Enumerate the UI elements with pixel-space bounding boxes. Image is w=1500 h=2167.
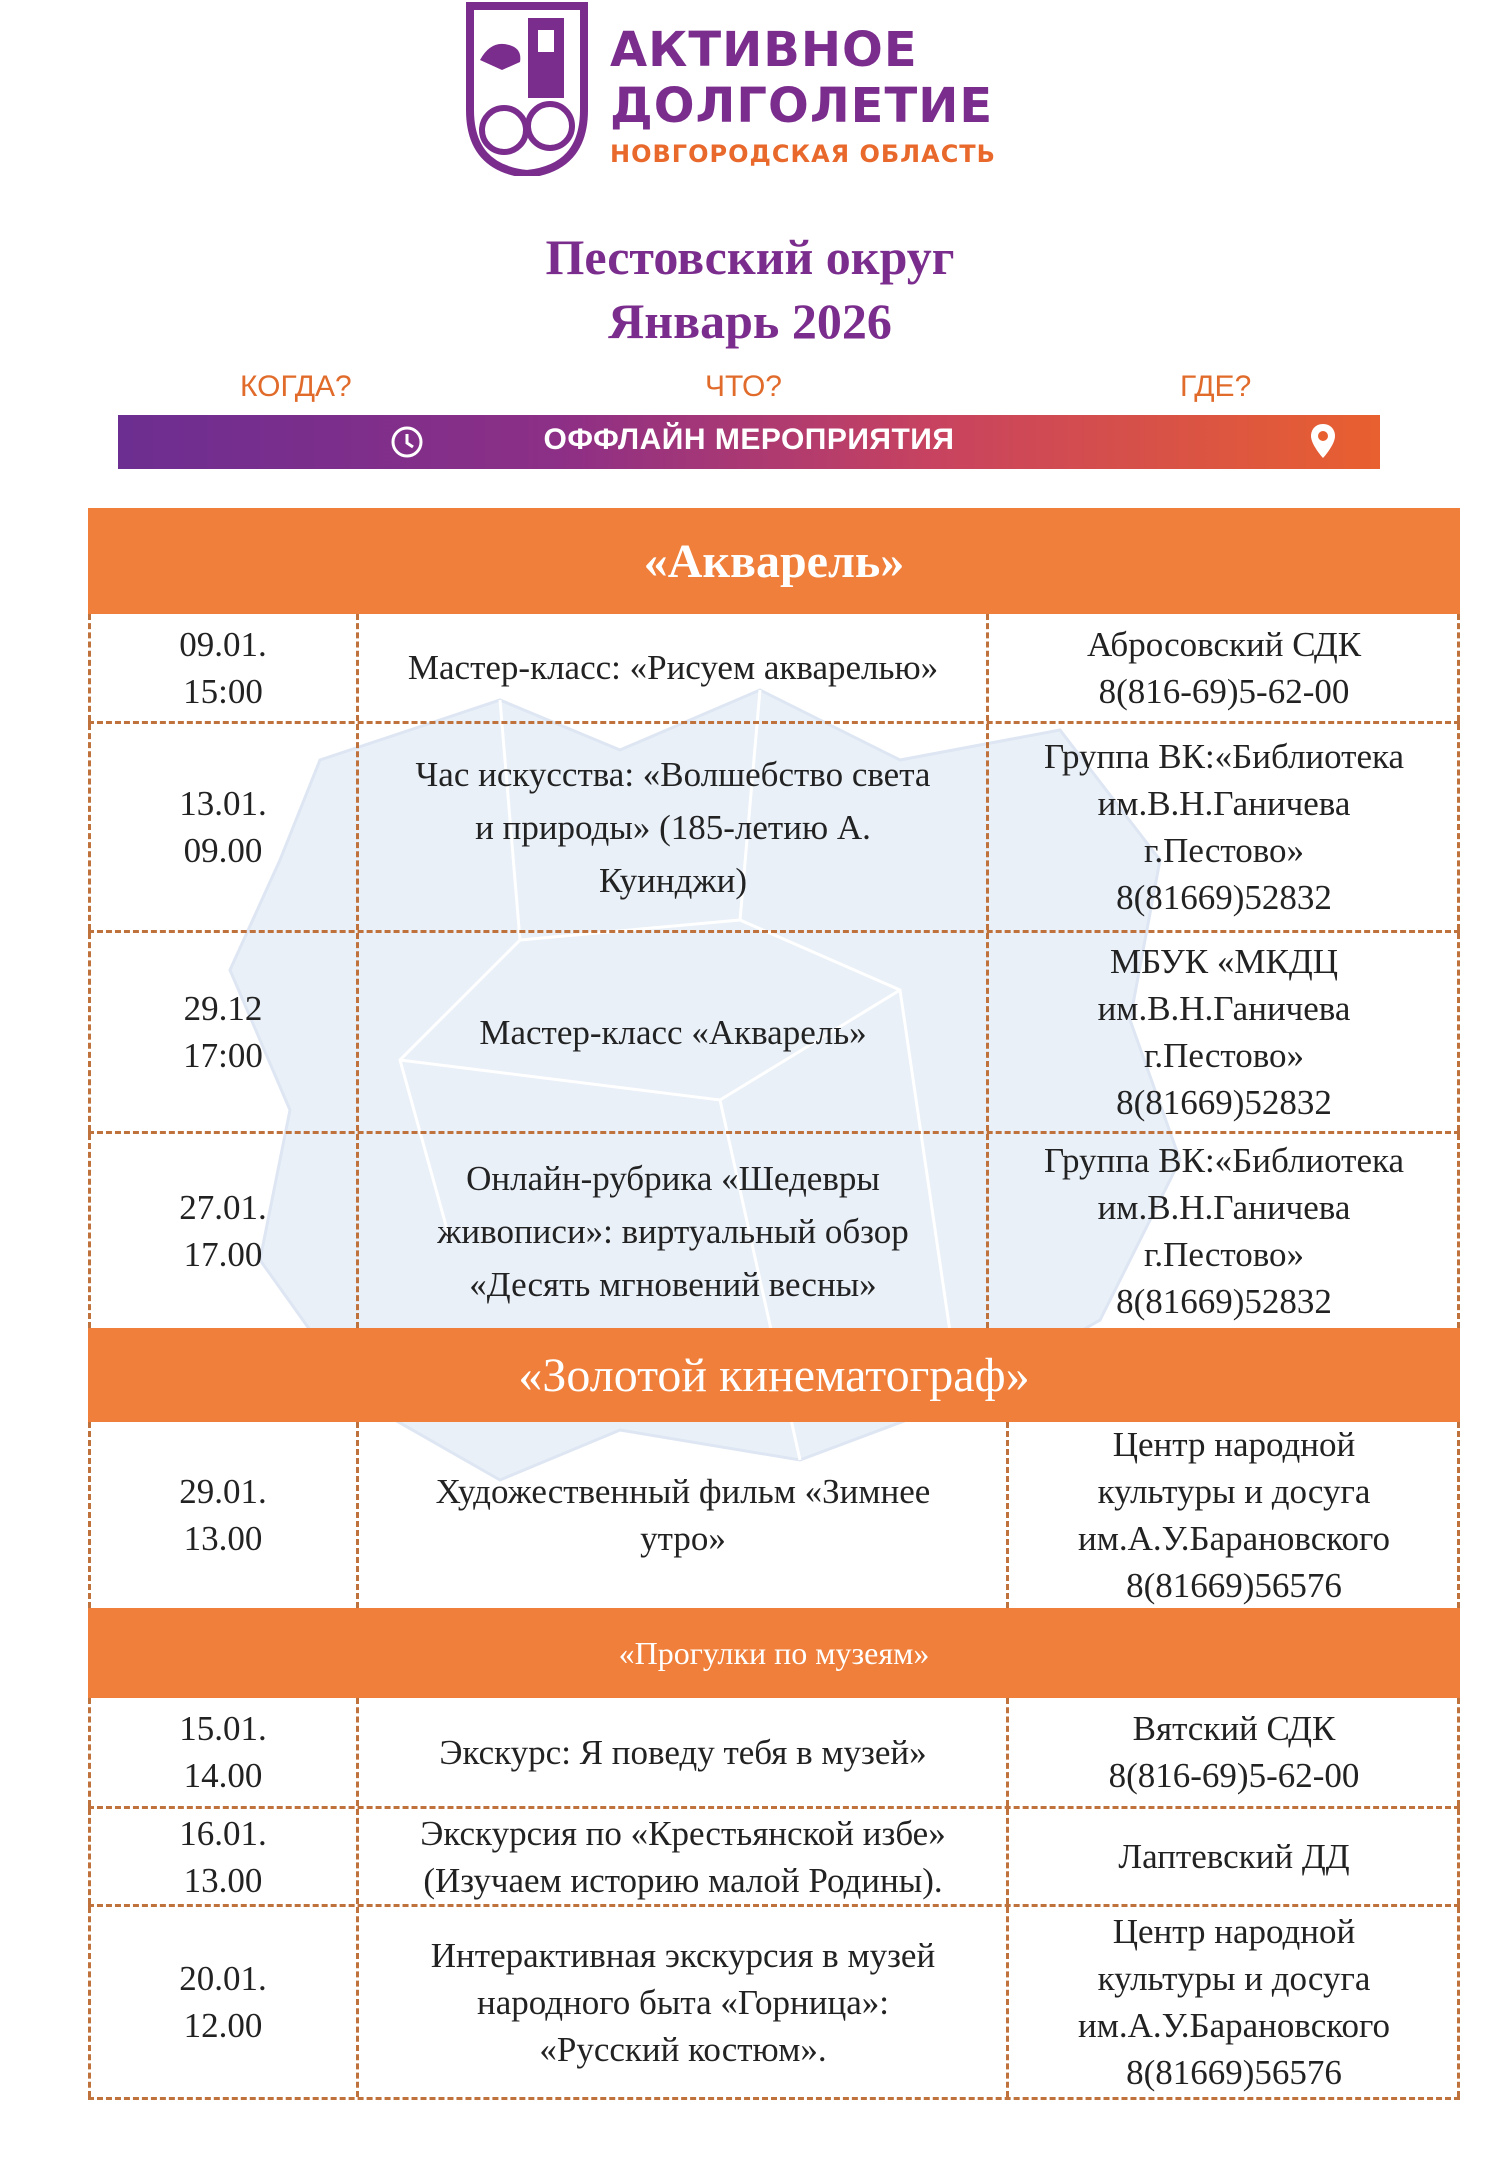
table-row	[88, 1134, 1460, 1328]
location-pin-icon	[1310, 423, 1336, 459]
event-when: 29.12 17:00	[183, 989, 263, 1075]
event-where: МБУК «МКДЦ им.В.Н.Ганичева г.Пестово» 8(81669)52832	[1097, 942, 1351, 1122]
event-where: Центр народной культуры и досуга им.А.У.Барановского 8(81669)56576	[1078, 1425, 1390, 1605]
event-when: 27.01. 17.00	[179, 1188, 267, 1274]
section-header: «Акварель»	[88, 508, 1460, 614]
offline-events-banner	[118, 415, 1380, 469]
event-when: 16.01. 13.00	[179, 1813, 267, 1900]
event-what: Экскурсия по «Крестьянской избе» (Изучаем историю малой Родины).	[420, 1813, 946, 1900]
event-when: 13.01. 09.00	[179, 784, 267, 870]
event-what: Мастер-класс: «Рисуем акварелью»	[407, 648, 939, 687]
event-what: Интерактивная экскурсия в музей народного быта «Горница»: «Русский костюм».	[430, 1935, 936, 2069]
event-what: Художественный фильм «Зимнее утро»	[435, 1472, 931, 1558]
table-row	[88, 1422, 1460, 1608]
event-where: Центр народной культуры и досуга им.А.У.Барановского 8(81669)56576	[1078, 1912, 1390, 2092]
event-what: Час искусства: «Волшебство света и природы» (185-летию А. Куинджи)	[415, 754, 931, 900]
event-what: Экскурс: Я поведу тебя в музей»	[439, 1732, 927, 1772]
table-row	[88, 1907, 1460, 2100]
table-row	[88, 724, 1460, 933]
column-labels	[120, 370, 1380, 410]
table-row	[88, 1698, 1460, 1809]
event-what: Онлайн-рубрика «Шедевры живописи»: виртуальный обзор «Десять мгновений весны»	[437, 1158, 909, 1304]
event-when: 15.01. 14.00	[179, 1709, 267, 1795]
event-when: 20.01. 12.00	[179, 1959, 267, 2045]
label-when: КОГДА?	[240, 370, 352, 403]
event-where: Лаптевский ДД	[1118, 1837, 1350, 1876]
event-where: Группа ВК:«Библиотека им.В.Н.Ганичева г.Пестово» 8(81669)52832	[1043, 737, 1405, 917]
section-header: «Прогулки по музеям»	[88, 1608, 1460, 1698]
page-title-month: Январь 2026	[608, 293, 892, 349]
event-when: 29.01. 13.00	[179, 1472, 267, 1558]
logo-title-line1: АКТИВНОЕ	[610, 22, 918, 78]
logo-emblem-icon	[462, 0, 592, 176]
page-title-district: Пестовский округ	[545, 229, 955, 285]
logo-subtitle: НОВГОРОДСКАЯ ОБЛАСТЬ	[610, 140, 996, 168]
table-row	[88, 1809, 1460, 1907]
event-where: Вятский СДК 8(816-69)5-62-00	[1108, 1709, 1360, 1795]
label-what: ЧТО?	[705, 370, 782, 403]
table-row	[88, 933, 1460, 1134]
event-when: 09.01. 15:00	[179, 624, 267, 711]
label-where: ГДЕ?	[1180, 370, 1252, 403]
logo-title-line2: ДОЛГОЛЕТИЕ	[610, 78, 994, 134]
section-header: «Золотой кинематограф»	[88, 1328, 1460, 1422]
logo	[450, 0, 1050, 178]
event-where: Группа ВК:«Библиотека им.В.Н.Ганичева г.Пестово» 8(81669)52832	[1043, 1141, 1405, 1321]
event-what: Мастер-класс «Акварель»	[479, 1012, 867, 1052]
banner-label: ОФФЛАЙН МЕРОПРИЯТИЯ	[543, 423, 955, 456]
table-row	[88, 614, 1460, 724]
event-where: Абросовский СДК 8(816-69)5-62-00	[1086, 624, 1362, 711]
